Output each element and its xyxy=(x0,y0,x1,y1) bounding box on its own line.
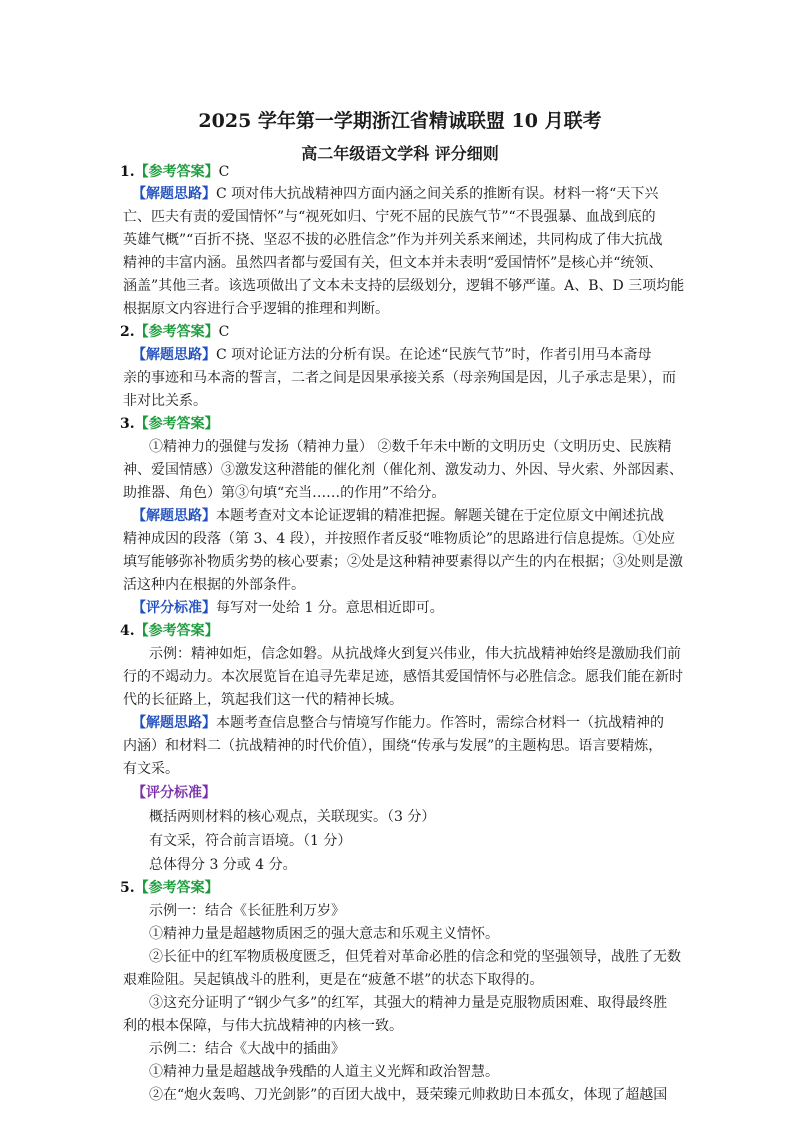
section-tag: 【参考答案】 xyxy=(134,880,219,896)
line-text: 活这种内在根据的外部条件。 xyxy=(123,577,305,593)
text-line xyxy=(123,368,676,388)
text-line xyxy=(123,391,207,411)
text-line xyxy=(120,162,229,182)
text-line xyxy=(149,644,681,664)
section-tag: 【参考答案】 xyxy=(134,623,219,639)
text-line xyxy=(149,807,435,827)
line-text: C xyxy=(218,324,230,340)
line-text: 根据原文内容进行合乎逻辑的推理和判断。 xyxy=(123,301,389,317)
text-line xyxy=(123,1016,403,1036)
line-text: 精神成因的段落（第 3、4 段），并按照作者反驳“唯物质论”的思路进行信息提炼。①处应 xyxy=(123,531,676,547)
text-line xyxy=(149,901,345,921)
line-text: 艰难险阻。吴起镇战斗的胜利，更是在“疲惫不堪”的状态下取得的。 xyxy=(123,972,544,988)
line-text: 有文采，符合前言语境。（1 分） xyxy=(149,833,352,849)
text-line xyxy=(123,483,445,503)
line-text: ①精神力量是超越战争残酷的人道主义光辉和政治智慧。 xyxy=(149,1064,499,1080)
text-line xyxy=(120,878,219,898)
text-line xyxy=(123,230,662,250)
text-line xyxy=(149,1085,667,1105)
question-number: 3. xyxy=(120,416,135,432)
section-tag: 【解题思路】 xyxy=(132,347,216,363)
text-line xyxy=(149,947,681,967)
text-line xyxy=(123,690,403,710)
line-text: 利的根本保障，与伟大抗战精神的内核一致。 xyxy=(123,1018,403,1034)
line-text: 英雄气概”“百折不挠、坚忍不拔的必胜信念”作为并列关系来阐述，共同构成了伟大抗战 xyxy=(123,232,663,248)
line-text: 代的长征路上，筑起我们这一代的精神长城。 xyxy=(123,692,403,708)
text-line xyxy=(120,414,219,434)
text-line xyxy=(132,783,216,803)
line-text: ①精神力量是超越物质困乏的强大意志和乐观主义情怀。 xyxy=(149,926,499,942)
section-tag: 【评分标准】 xyxy=(132,600,216,616)
question-number: 1. xyxy=(120,164,135,180)
line-text: 有文采。 xyxy=(123,761,179,777)
text-line xyxy=(123,759,179,779)
text-line xyxy=(149,1039,345,1059)
line-text: 示例一：结合《长征胜利万岁》 xyxy=(149,903,345,919)
line-text: 填写能够弥补物质劣势的核心要素；②处是这种精神要素得以产生的内在根据；③处则是激 xyxy=(123,554,683,570)
text-line xyxy=(123,529,675,549)
text-line xyxy=(123,575,305,595)
text-line xyxy=(123,276,684,296)
line-text: 行的不竭动力。本次展览旨在追寻先辈足迹，感悟其爱国情怀与必胜信念。愿我们能在新时 xyxy=(123,669,683,685)
text-line xyxy=(123,970,543,990)
text-line xyxy=(132,713,664,733)
question-number: 5. xyxy=(120,880,135,896)
section-tag: 【解题思路】 xyxy=(132,508,216,524)
text-line xyxy=(149,437,671,457)
line-text: ③这充分证明了“钢少气多”的红军，其强大的精神力量是克服物质困难、取得最终胜 xyxy=(149,995,668,1011)
question-number: 2. xyxy=(120,324,135,340)
line-text: 神、爱国情感）③激发这种潜能的催化剂（催化剂、激发动力、外因、导火索、外部因素、 xyxy=(123,462,683,478)
line-text: ①精神力的强健与发扬（精神力量） ②数千年未中断的文明历史（文明历史、民族精 xyxy=(149,439,672,455)
line-text: 内涵）和材料二（抗战精神的时代价值），围绕“传承与发展”的主题构思。语言要精炼， xyxy=(123,738,663,754)
line-text: ②在“炮火轰鸣、刀光剑影”的百团大战中，聂荣臻元帅救助日本孤女，体现了超越国 xyxy=(149,1087,668,1103)
text-line xyxy=(149,993,667,1013)
line-text: ②长征中的红军物质极度匮乏，但凭着对革命必胜的信念和党的坚强领导，战胜了无数 xyxy=(149,949,681,965)
text-line xyxy=(132,506,664,526)
text-line xyxy=(132,184,658,204)
line-text: 助推器、角色）第③句填“充当……的作用”不给分。 xyxy=(123,485,446,501)
section-tag: 【参考答案】 xyxy=(134,324,219,340)
section-tag: 【参考答案】 xyxy=(134,416,219,432)
text-line xyxy=(149,831,351,851)
text-line xyxy=(149,1062,499,1082)
line-text: 亡、匹夫有责的爱国情怀”与“视死如归、宁死不屈的民族气节”“不畏强暴、血战到底的 xyxy=(123,209,656,225)
line-text: C 项对伟大抗战精神四方面内涵之间关系的推断有误。材料一将“天下兴 xyxy=(216,186,659,202)
text-line xyxy=(120,621,219,641)
text-line xyxy=(123,736,662,756)
section-tag: 【参考答案】 xyxy=(134,164,219,180)
line-text: 本题考查信息整合与情境写作能力。作答时，需综合材料一（抗战精神的 xyxy=(216,715,664,731)
question-number: 4. xyxy=(120,623,135,639)
line-text: 示例二：结合《大战中的插曲》 xyxy=(149,1041,345,1057)
text-line xyxy=(123,667,683,687)
text-line xyxy=(132,345,651,365)
line-text: 涵盖”其他三者。该选项做出了文本未支持的层级划分，逻辑不够严谨。A、B、D 三项均能 xyxy=(123,278,685,294)
line-text: C 项对论证方法的分析有误。在论述“民族气节”时，作者引用马本斋母 xyxy=(216,347,652,363)
line-text: 本题考查对文本论证逻辑的精准把握。解题关键在于定位原文中阐述抗战 xyxy=(216,508,664,524)
line-text: 非对比关系。 xyxy=(123,393,207,409)
text-line xyxy=(123,460,683,480)
text-line xyxy=(123,299,389,319)
document-subtitle: 高二年级语文学科 评分细则 xyxy=(301,144,499,163)
line-text: 每写对一处给 1 分。意思相近即可。 xyxy=(216,600,444,616)
line-text: 总体得分 3 分或 4 分。 xyxy=(149,857,297,873)
text-line xyxy=(149,855,297,875)
line-text: C xyxy=(218,164,230,180)
line-text: 示例：精神如炬，信念如磐。从抗战烽火到复兴伟业，伟大抗战精神始终是激励我们前 xyxy=(149,646,681,662)
text-line xyxy=(120,322,229,342)
line-text: 亲的事迹和马本斋的誓言，二者之间是因果承接关系（母亲殉国是因，儿子承志是果），而 xyxy=(123,370,676,386)
document-title: 2025 学年第一学期浙江省精诚联盟 10 月联考 xyxy=(198,110,602,132)
text-line xyxy=(123,552,683,572)
line-text: 概括两则材料的核心观点，关联现实。（3 分） xyxy=(149,809,436,825)
text-line xyxy=(132,598,444,618)
section-tag: 【评分标准】 xyxy=(132,785,216,801)
section-tag: 【解题思路】 xyxy=(132,186,216,202)
text-line xyxy=(123,253,662,273)
text-line xyxy=(149,924,499,944)
section-tag: 【解题思路】 xyxy=(132,715,216,731)
text-line xyxy=(123,207,656,227)
line-text: 精神的丰富内涵。虽然四者都与爱国有关，但文本并未表明“爱国情怀”是核心并“统领、 xyxy=(123,255,663,271)
